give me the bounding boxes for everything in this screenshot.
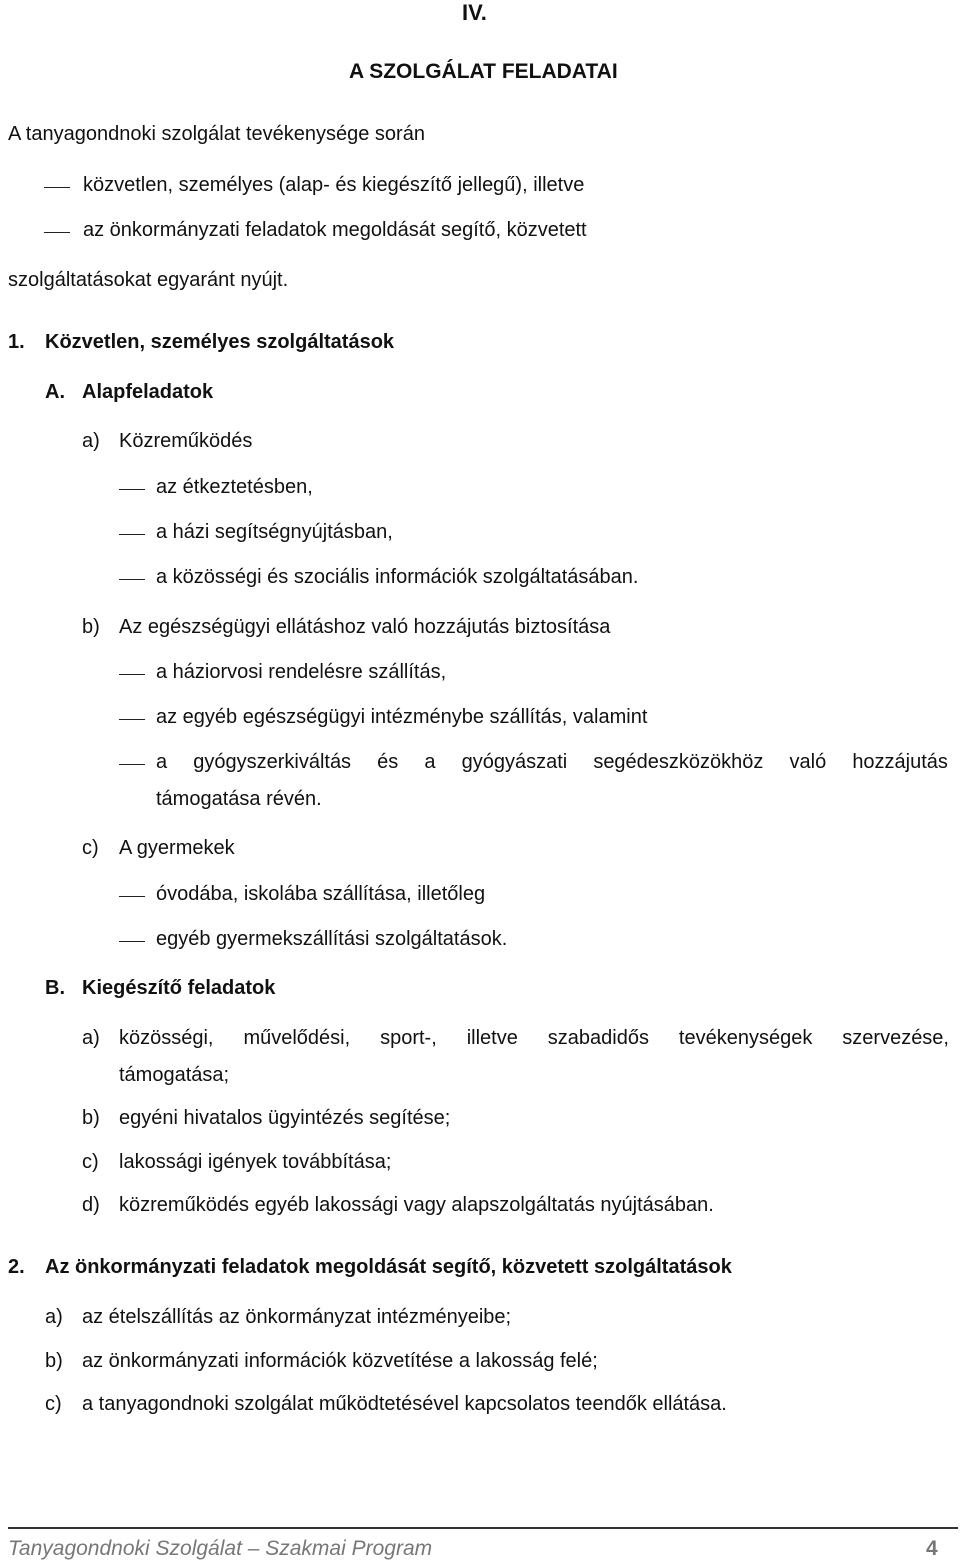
item-label: a)	[82, 1027, 100, 1049]
word: gyógyászati	[461, 751, 568, 773]
footer-text: Tanyagondnoki Szolgálat – Szakmai Program	[8, 1537, 433, 1560]
list-item: az egyéb egészségügyi intézménybe szállítás, valamint	[156, 706, 648, 728]
list-item: az ételszállítás az önkormányzat intézményeibe;	[82, 1306, 512, 1328]
list-item: a tanyagondnoki szolgálat működtetésével kapcsolatos teendők ellátása.	[82, 1393, 727, 1415]
dash-bullet	[44, 187, 70, 188]
subsection-b-title: Kiegészítő feladatok	[82, 977, 276, 999]
word: tevékenységek	[678, 1027, 813, 1049]
word: szabadidős	[547, 1027, 649, 1049]
item-label: a)	[45, 1306, 63, 1328]
item-label: d)	[82, 1194, 100, 1216]
dash-bullet	[44, 232, 70, 233]
list-item-continuation: támogatása;	[119, 1064, 230, 1086]
subsection-a-label: A.	[45, 381, 65, 403]
word: a	[424, 751, 436, 773]
word: illetve	[466, 1027, 518, 1049]
word: és	[377, 751, 399, 773]
item-label: c)	[45, 1393, 62, 1415]
list-item: óvodába, iskolába szállítása, illetőleg	[156, 883, 486, 905]
word: gyógyszerkiváltás	[193, 751, 352, 773]
dash-bullet	[119, 941, 145, 942]
word: művelődési,	[243, 1027, 351, 1049]
word: sport-,	[380, 1027, 437, 1049]
word: hozzájutás	[852, 751, 948, 773]
subsection-a-title: Alapfeladatok	[82, 381, 214, 403]
dash-bullet	[119, 534, 145, 535]
section-2-title: Az önkormányzati feladatok megoldását segítő, közvetett szolgáltatások	[45, 1256, 732, 1278]
dash-bullet	[119, 719, 145, 720]
dash-bullet	[119, 674, 145, 675]
item-title: Az egészségügyi ellátáshoz való hozzájutás biztosítása	[119, 616, 611, 638]
list-item: lakossági igények továbbítása;	[119, 1151, 392, 1173]
page-number: 4	[926, 1537, 938, 1560]
item-label: c)	[82, 837, 99, 859]
list-item: közreműködés egyéb lakossági vagy alapszolgáltatás nyújtásában.	[119, 1194, 714, 1216]
intro-text: A tanyagondnoki szolgálat tevékenysége során	[8, 123, 425, 145]
list-item: az önkormányzati információk közvetítése a lakosság felé;	[82, 1350, 598, 1372]
subsection-b-label: B.	[45, 977, 65, 999]
item-title: Közreműködés	[119, 430, 253, 452]
item-title: A gyermekek	[119, 837, 235, 859]
word: való	[789, 751, 827, 773]
item-label: a)	[82, 430, 100, 452]
section-2-number: 2.	[8, 1256, 25, 1278]
list-item-continuation: támogatása révén.	[156, 788, 322, 810]
list-item: a háziorvosi rendelésre szállítás,	[156, 661, 447, 683]
intro-item: közvetlen, személyes (alap- és kiegészítő jellegű), illetve	[83, 174, 585, 196]
dash-bullet	[119, 489, 145, 490]
list-item: egyéb gyermekszállítási szolgáltatások.	[156, 928, 508, 950]
intro-end: szolgáltatásokat egyaránt nyújt.	[8, 269, 289, 291]
justified-list-item	[119, 1027, 949, 1050]
chapter-number: IV.	[462, 0, 487, 25]
justified-list-item	[156, 751, 948, 774]
item-label: b)	[45, 1350, 63, 1372]
item-label: b)	[82, 616, 100, 638]
intro-item: az önkormányzati feladatok megoldását segítő, közvetett	[83, 219, 587, 241]
word: közösségi,	[119, 1027, 214, 1049]
dash-bullet	[119, 764, 145, 765]
word: a	[156, 751, 168, 773]
word: segédeszközökhöz	[593, 751, 764, 773]
dash-bullet	[119, 579, 145, 580]
page-title: A SZOLGÁLAT FELADATAI	[349, 60, 618, 83]
section-1-title: Közvetlen, személyes szolgáltatások	[45, 331, 395, 353]
footer-divider	[8, 1527, 958, 1529]
item-label: b)	[82, 1107, 100, 1129]
list-item: egyéni hivatalos ügyintézés segítése;	[119, 1107, 451, 1129]
dash-bullet	[119, 896, 145, 897]
section-1-number: 1.	[8, 331, 25, 353]
word: szervezése,	[842, 1027, 949, 1049]
list-item: az étkeztetésben,	[156, 476, 313, 498]
item-label: c)	[82, 1151, 99, 1173]
list-item: a közösségi és szociális információk szolgáltatásában.	[156, 566, 639, 588]
list-item: a házi segítségnyújtásban,	[156, 521, 393, 543]
